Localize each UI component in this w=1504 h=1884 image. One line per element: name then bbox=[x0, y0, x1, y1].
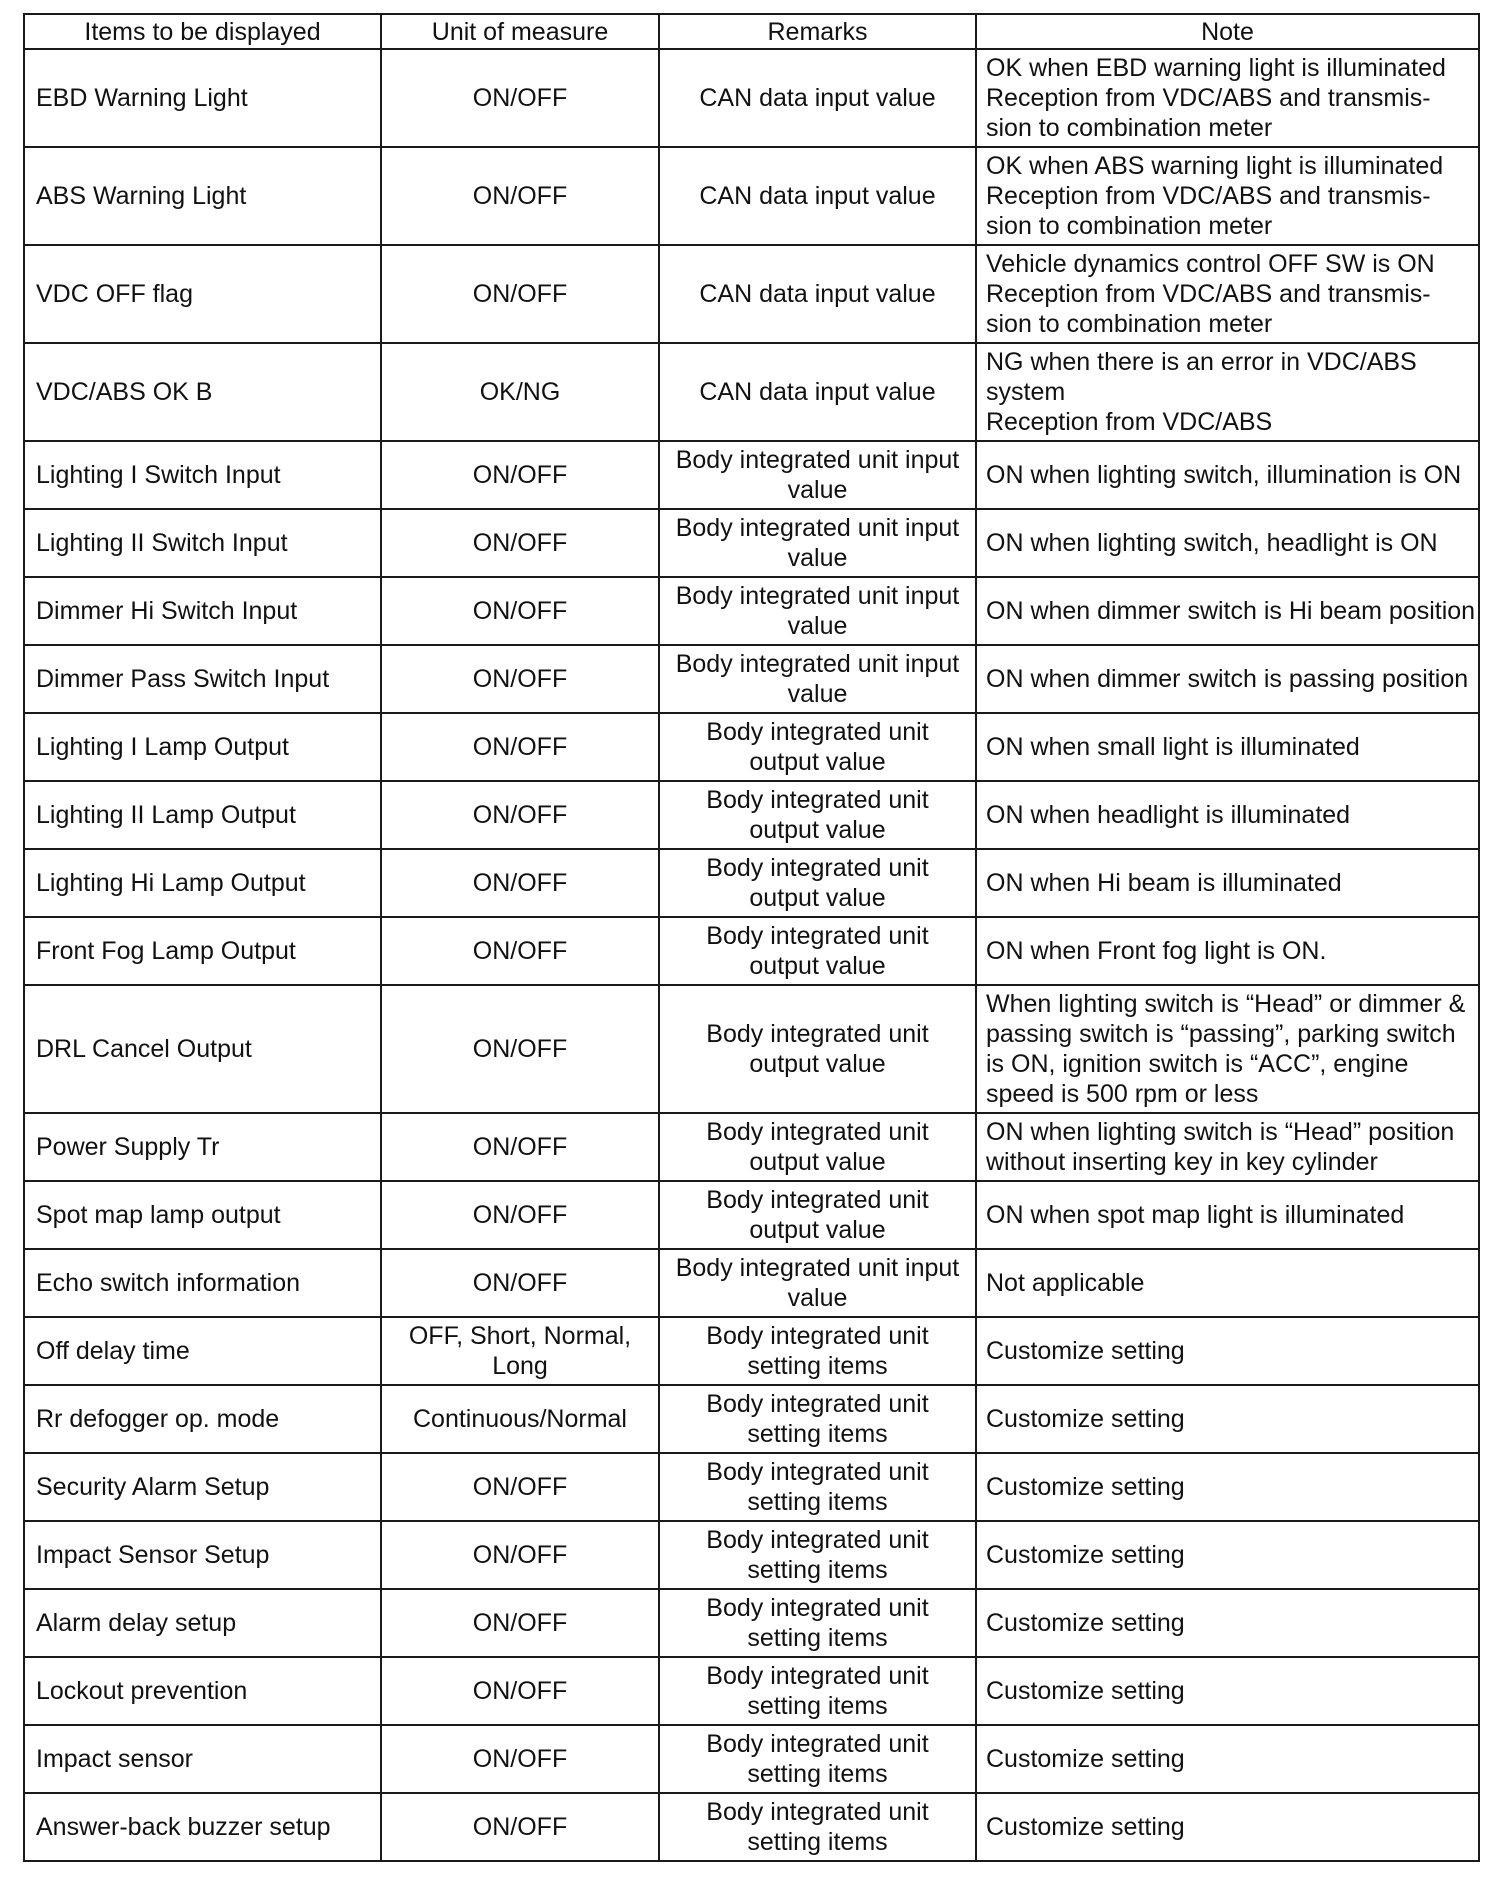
item-cell: Rr defogger op. mode bbox=[24, 1385, 381, 1453]
remarks-cell bbox=[659, 1249, 976, 1317]
unit-cell bbox=[381, 1657, 659, 1725]
remarks-line: Body integrated unit bbox=[706, 922, 929, 950]
note-line: Customize setting bbox=[986, 1405, 1185, 1433]
unit-cell bbox=[381, 781, 659, 849]
note-cell bbox=[976, 1249, 1479, 1317]
header-note: Note bbox=[976, 14, 1479, 49]
remarks-cell bbox=[659, 1317, 976, 1385]
item-cell: Answer-back buzzer setup bbox=[24, 1793, 381, 1861]
remarks-cell bbox=[659, 985, 976, 1113]
unit-line: OFF, Short, Normal, bbox=[408, 1322, 632, 1350]
unit-cell bbox=[381, 1113, 659, 1181]
note-line: ON when dimmer switch is passing position bbox=[986, 665, 1469, 693]
remarks-line: output value bbox=[749, 884, 886, 912]
remarks-cell bbox=[659, 577, 976, 645]
item-cell: Lighting II Lamp Output bbox=[24, 781, 381, 849]
header-remarks: Remarks bbox=[659, 14, 976, 49]
note-line: sion to combination meter bbox=[986, 310, 1273, 338]
unit-cell bbox=[381, 245, 659, 343]
unit-cell bbox=[381, 441, 659, 509]
item-cell: EBD Warning Light bbox=[24, 49, 381, 147]
unit-line: ON/OFF bbox=[472, 529, 568, 557]
item-cell: Impact sensor bbox=[24, 1725, 381, 1793]
remarks-line: setting items bbox=[747, 1352, 888, 1380]
remarks-line: value bbox=[787, 476, 848, 504]
unit-cell bbox=[381, 645, 659, 713]
table-row bbox=[24, 49, 1479, 147]
note-cell bbox=[976, 985, 1479, 1113]
remarks-cell bbox=[659, 781, 976, 849]
note-line: Customize setting bbox=[986, 1473, 1185, 1501]
remarks-line: Body integrated unit bbox=[706, 1322, 929, 1350]
note-line: ON when spot map light is illuminated bbox=[986, 1201, 1405, 1229]
remarks-line: value bbox=[787, 680, 848, 708]
note-cell bbox=[976, 1113, 1479, 1181]
remarks-line: output value bbox=[749, 1216, 886, 1244]
remarks-line: CAN data input value bbox=[699, 280, 936, 308]
item-cell: DRL Cancel Output bbox=[24, 985, 381, 1113]
unit-cell bbox=[381, 1317, 659, 1385]
remarks-line: CAN data input value bbox=[699, 182, 936, 210]
remarks-cell bbox=[659, 1793, 976, 1861]
note-line: speed is 500 rpm or less bbox=[986, 1080, 1259, 1108]
remarks-line: output value bbox=[749, 1148, 886, 1176]
note-cell bbox=[976, 713, 1479, 781]
table-row bbox=[24, 509, 1479, 577]
note-line: Vehicle dynamics control OFF SW is ON bbox=[986, 250, 1435, 278]
note-cell bbox=[976, 645, 1479, 713]
item-cell: Front Fog Lamp Output bbox=[24, 917, 381, 985]
table-body bbox=[24, 49, 1479, 1861]
remarks-cell bbox=[659, 1657, 976, 1725]
note-line: ON when small light is illuminated bbox=[986, 733, 1360, 761]
table-row bbox=[24, 849, 1479, 917]
remarks-line: Body integrated unit input bbox=[675, 514, 960, 542]
remarks-line: Body integrated unit bbox=[706, 1186, 929, 1214]
table-header bbox=[24, 14, 1479, 49]
unit-line: ON/OFF bbox=[472, 801, 568, 829]
remarks-cell bbox=[659, 441, 976, 509]
table-row bbox=[24, 713, 1479, 781]
header-items-to-be-displayed: Items to be displayed bbox=[24, 14, 381, 49]
note-line: Reception from VDC/ABS bbox=[986, 408, 1273, 436]
remarks-cell bbox=[659, 49, 976, 147]
item-cell: Spot map lamp output bbox=[24, 1181, 381, 1249]
note-line: sion to combination meter bbox=[986, 114, 1273, 142]
unit-cell bbox=[381, 849, 659, 917]
remarks-cell bbox=[659, 1385, 976, 1453]
remarks-line: Body integrated unit bbox=[706, 1662, 929, 1690]
table-row bbox=[24, 245, 1479, 343]
remarks-line: Body integrated unit bbox=[706, 718, 929, 746]
item-cell: Off delay time bbox=[24, 1317, 381, 1385]
unit-line: ON/OFF bbox=[472, 597, 568, 625]
item-cell: Lighting Hi Lamp Output bbox=[24, 849, 381, 917]
remarks-cell bbox=[659, 917, 976, 985]
unit-cell bbox=[381, 577, 659, 645]
remarks-line: setting items bbox=[747, 1624, 888, 1652]
note-line: When lighting switch is “Head” or dimmer & bbox=[986, 990, 1466, 1018]
remarks-line: output value bbox=[749, 1050, 886, 1078]
remarks-line: Body integrated unit bbox=[706, 1594, 929, 1622]
table-row bbox=[24, 917, 1479, 985]
remarks-line: Body integrated unit input bbox=[675, 582, 960, 610]
unit-cell bbox=[381, 509, 659, 577]
table-row bbox=[24, 1657, 1479, 1725]
note-cell bbox=[976, 1657, 1479, 1725]
remarks-line: setting items bbox=[747, 1828, 888, 1856]
remarks-line: value bbox=[787, 544, 848, 572]
note-cell bbox=[976, 1385, 1479, 1453]
unit-cell bbox=[381, 1249, 659, 1317]
item-cell: Echo switch information bbox=[24, 1249, 381, 1317]
note-line: OK when ABS warning light is illuminated bbox=[986, 152, 1444, 180]
table-row bbox=[24, 1385, 1479, 1453]
remarks-cell bbox=[659, 645, 976, 713]
item-cell: Power Supply Tr bbox=[24, 1113, 381, 1181]
note-line: sion to combination meter bbox=[986, 212, 1273, 240]
unit-line: Long bbox=[492, 1352, 548, 1380]
note-cell bbox=[976, 147, 1479, 245]
remarks-cell bbox=[659, 1521, 976, 1589]
item-cell: ABS Warning Light bbox=[24, 147, 381, 245]
note-line: ON when lighting switch, headlight is ON bbox=[986, 529, 1438, 557]
note-line: NG when there is an error in VDC/ABS bbox=[986, 348, 1417, 376]
note-cell bbox=[976, 781, 1479, 849]
table-row bbox=[24, 1521, 1479, 1589]
remarks-line: CAN data input value bbox=[699, 378, 936, 406]
note-line: Reception from VDC/ABS and transmis- bbox=[986, 84, 1431, 112]
data-monitor-table bbox=[23, 13, 1480, 1862]
note-line: ON when lighting switch is “Head” position bbox=[986, 1118, 1455, 1146]
item-cell: Lighting I Lamp Output bbox=[24, 713, 381, 781]
unit-line: ON/OFF bbox=[472, 1813, 568, 1841]
unit-line: ON/OFF bbox=[472, 1677, 568, 1705]
remarks-cell bbox=[659, 1453, 976, 1521]
note-cell bbox=[976, 1725, 1479, 1793]
note-line: ON when Front fog light is ON. bbox=[986, 937, 1327, 965]
remarks-line: output value bbox=[749, 748, 886, 776]
note-line: is ON, ignition switch is “ACC”, engine bbox=[986, 1050, 1409, 1078]
note-line: without inserting key in key cylinder bbox=[986, 1148, 1378, 1176]
note-line: passing switch is “passing”, parking switch bbox=[986, 1020, 1456, 1048]
remarks-line: Body integrated unit bbox=[706, 1730, 929, 1758]
table-row bbox=[24, 645, 1479, 713]
table-row bbox=[24, 1181, 1479, 1249]
unit-line: ON/OFF bbox=[472, 461, 568, 489]
table-row bbox=[24, 147, 1479, 245]
unit-line: ON/OFF bbox=[472, 84, 568, 112]
note-cell bbox=[976, 509, 1479, 577]
table-row bbox=[24, 1249, 1479, 1317]
unit-line: ON/OFF bbox=[472, 1745, 568, 1773]
unit-cell bbox=[381, 713, 659, 781]
unit-line: ON/OFF bbox=[472, 1133, 568, 1161]
note-line: Reception from VDC/ABS and transmis- bbox=[986, 280, 1431, 308]
note-cell bbox=[976, 343, 1479, 441]
remarks-line: setting items bbox=[747, 1420, 888, 1448]
item-cell: VDC/ABS OK B bbox=[24, 343, 381, 441]
item-cell: Security Alarm Setup bbox=[24, 1453, 381, 1521]
note-line: Customize setting bbox=[986, 1337, 1185, 1365]
header-unit-of-measure: Unit of measure bbox=[381, 14, 659, 49]
remarks-line: Body integrated unit input bbox=[675, 446, 960, 474]
remarks-cell bbox=[659, 713, 976, 781]
unit-cell bbox=[381, 49, 659, 147]
unit-cell bbox=[381, 917, 659, 985]
table-row bbox=[24, 577, 1479, 645]
note-cell bbox=[976, 917, 1479, 985]
unit-line: ON/OFF bbox=[472, 1269, 568, 1297]
unit-line: Continuous/Normal bbox=[413, 1405, 627, 1433]
item-cell: Lighting I Switch Input bbox=[24, 441, 381, 509]
note-line: Customize setting bbox=[986, 1609, 1185, 1637]
unit-line: ON/OFF bbox=[472, 937, 568, 965]
note-line: OK when EBD warning light is illuminated bbox=[986, 54, 1446, 82]
unit-line: ON/OFF bbox=[472, 733, 568, 761]
remarks-line: Body integrated unit bbox=[706, 1458, 929, 1486]
unit-cell bbox=[381, 1385, 659, 1453]
note-line: Reception from VDC/ABS and transmis- bbox=[986, 182, 1431, 210]
unit-cell bbox=[381, 1181, 659, 1249]
note-line: Not applicable bbox=[986, 1269, 1145, 1297]
note-cell bbox=[976, 577, 1479, 645]
remarks-line: Body integrated unit input bbox=[675, 650, 960, 678]
remarks-cell bbox=[659, 1181, 976, 1249]
unit-line: ON/OFF bbox=[472, 1035, 568, 1063]
table-row bbox=[24, 781, 1479, 849]
note-line: Customize setting bbox=[986, 1813, 1185, 1841]
remarks-line: Body integrated unit bbox=[706, 786, 929, 814]
item-cell: Lockout prevention bbox=[24, 1657, 381, 1725]
table-row bbox=[24, 1317, 1479, 1385]
note-line: ON when lighting switch, illumination is ON bbox=[986, 461, 1462, 489]
unit-line: ON/OFF bbox=[472, 280, 568, 308]
remarks-line: output value bbox=[749, 816, 886, 844]
remarks-line: Body integrated unit bbox=[706, 1020, 929, 1048]
table-row bbox=[24, 441, 1479, 509]
table-row bbox=[24, 343, 1479, 441]
unit-cell bbox=[381, 1589, 659, 1657]
remarks-line: setting items bbox=[747, 1760, 888, 1788]
remarks-line: output value bbox=[749, 952, 886, 980]
note-cell bbox=[976, 1793, 1479, 1861]
remarks-line: Body integrated unit bbox=[706, 1118, 929, 1146]
note-line: Customize setting bbox=[986, 1745, 1185, 1773]
remarks-line: Body integrated unit bbox=[706, 1526, 929, 1554]
unit-cell bbox=[381, 1521, 659, 1589]
remarks-cell bbox=[659, 1113, 976, 1181]
unit-line: ON/OFF bbox=[472, 1201, 568, 1229]
unit-cell bbox=[381, 1725, 659, 1793]
item-cell: VDC OFF flag bbox=[24, 245, 381, 343]
item-cell: Alarm delay setup bbox=[24, 1589, 381, 1657]
item-cell: Dimmer Pass Switch Input bbox=[24, 645, 381, 713]
unit-line: ON/OFF bbox=[472, 182, 568, 210]
remarks-line: setting items bbox=[747, 1692, 888, 1720]
remarks-line: setting items bbox=[747, 1556, 888, 1584]
remarks-line: CAN data input value bbox=[699, 84, 936, 112]
unit-line: ON/OFF bbox=[472, 1541, 568, 1569]
unit-cell bbox=[381, 985, 659, 1113]
note-cell bbox=[976, 441, 1479, 509]
table-row bbox=[24, 1725, 1479, 1793]
item-cell: Dimmer Hi Switch Input bbox=[24, 577, 381, 645]
note-cell bbox=[976, 849, 1479, 917]
remarks-cell bbox=[659, 343, 976, 441]
unit-cell bbox=[381, 147, 659, 245]
table-row bbox=[24, 985, 1479, 1113]
note-line: ON when headlight is illuminated bbox=[986, 801, 1351, 829]
note-cell bbox=[976, 245, 1479, 343]
unit-cell bbox=[381, 343, 659, 441]
note-cell bbox=[976, 1453, 1479, 1521]
note-cell bbox=[976, 1521, 1479, 1589]
remarks-cell bbox=[659, 245, 976, 343]
unit-line: OK/NG bbox=[479, 378, 561, 406]
remarks-cell bbox=[659, 147, 976, 245]
note-cell bbox=[976, 1181, 1479, 1249]
table-row bbox=[24, 1793, 1479, 1861]
unit-line: ON/OFF bbox=[472, 1473, 568, 1501]
note-line: ON when dimmer switch is Hi beam position bbox=[986, 597, 1476, 625]
note-line: Customize setting bbox=[986, 1541, 1185, 1569]
remarks-line: value bbox=[787, 612, 848, 640]
remarks-cell bbox=[659, 1725, 976, 1793]
item-cell: Lighting II Switch Input bbox=[24, 509, 381, 577]
note-cell bbox=[976, 1317, 1479, 1385]
remarks-line: value bbox=[787, 1284, 848, 1312]
unit-line: ON/OFF bbox=[472, 665, 568, 693]
remarks-cell bbox=[659, 849, 976, 917]
remarks-line: Body integrated unit bbox=[706, 1390, 929, 1418]
note-line: ON when Hi beam is illuminated bbox=[986, 869, 1342, 897]
table-row bbox=[24, 1113, 1479, 1181]
remarks-line: setting items bbox=[747, 1488, 888, 1516]
unit-line: ON/OFF bbox=[472, 869, 568, 897]
remarks-cell bbox=[659, 509, 976, 577]
unit-cell bbox=[381, 1453, 659, 1521]
remarks-cell bbox=[659, 1589, 976, 1657]
table-row bbox=[24, 1589, 1479, 1657]
header-row bbox=[24, 14, 1479, 49]
note-cell bbox=[976, 1589, 1479, 1657]
note-cell bbox=[976, 49, 1479, 147]
remarks-line: Body integrated unit input bbox=[675, 1254, 960, 1282]
remarks-line: Body integrated unit bbox=[706, 1798, 929, 1826]
unit-cell bbox=[381, 1793, 659, 1861]
unit-line: ON/OFF bbox=[472, 1609, 568, 1637]
note-line: Customize setting bbox=[986, 1677, 1185, 1705]
item-cell: Impact Sensor Setup bbox=[24, 1521, 381, 1589]
table-row bbox=[24, 1453, 1479, 1521]
note-line: system bbox=[986, 378, 1066, 406]
remarks-line: Body integrated unit bbox=[706, 854, 929, 882]
